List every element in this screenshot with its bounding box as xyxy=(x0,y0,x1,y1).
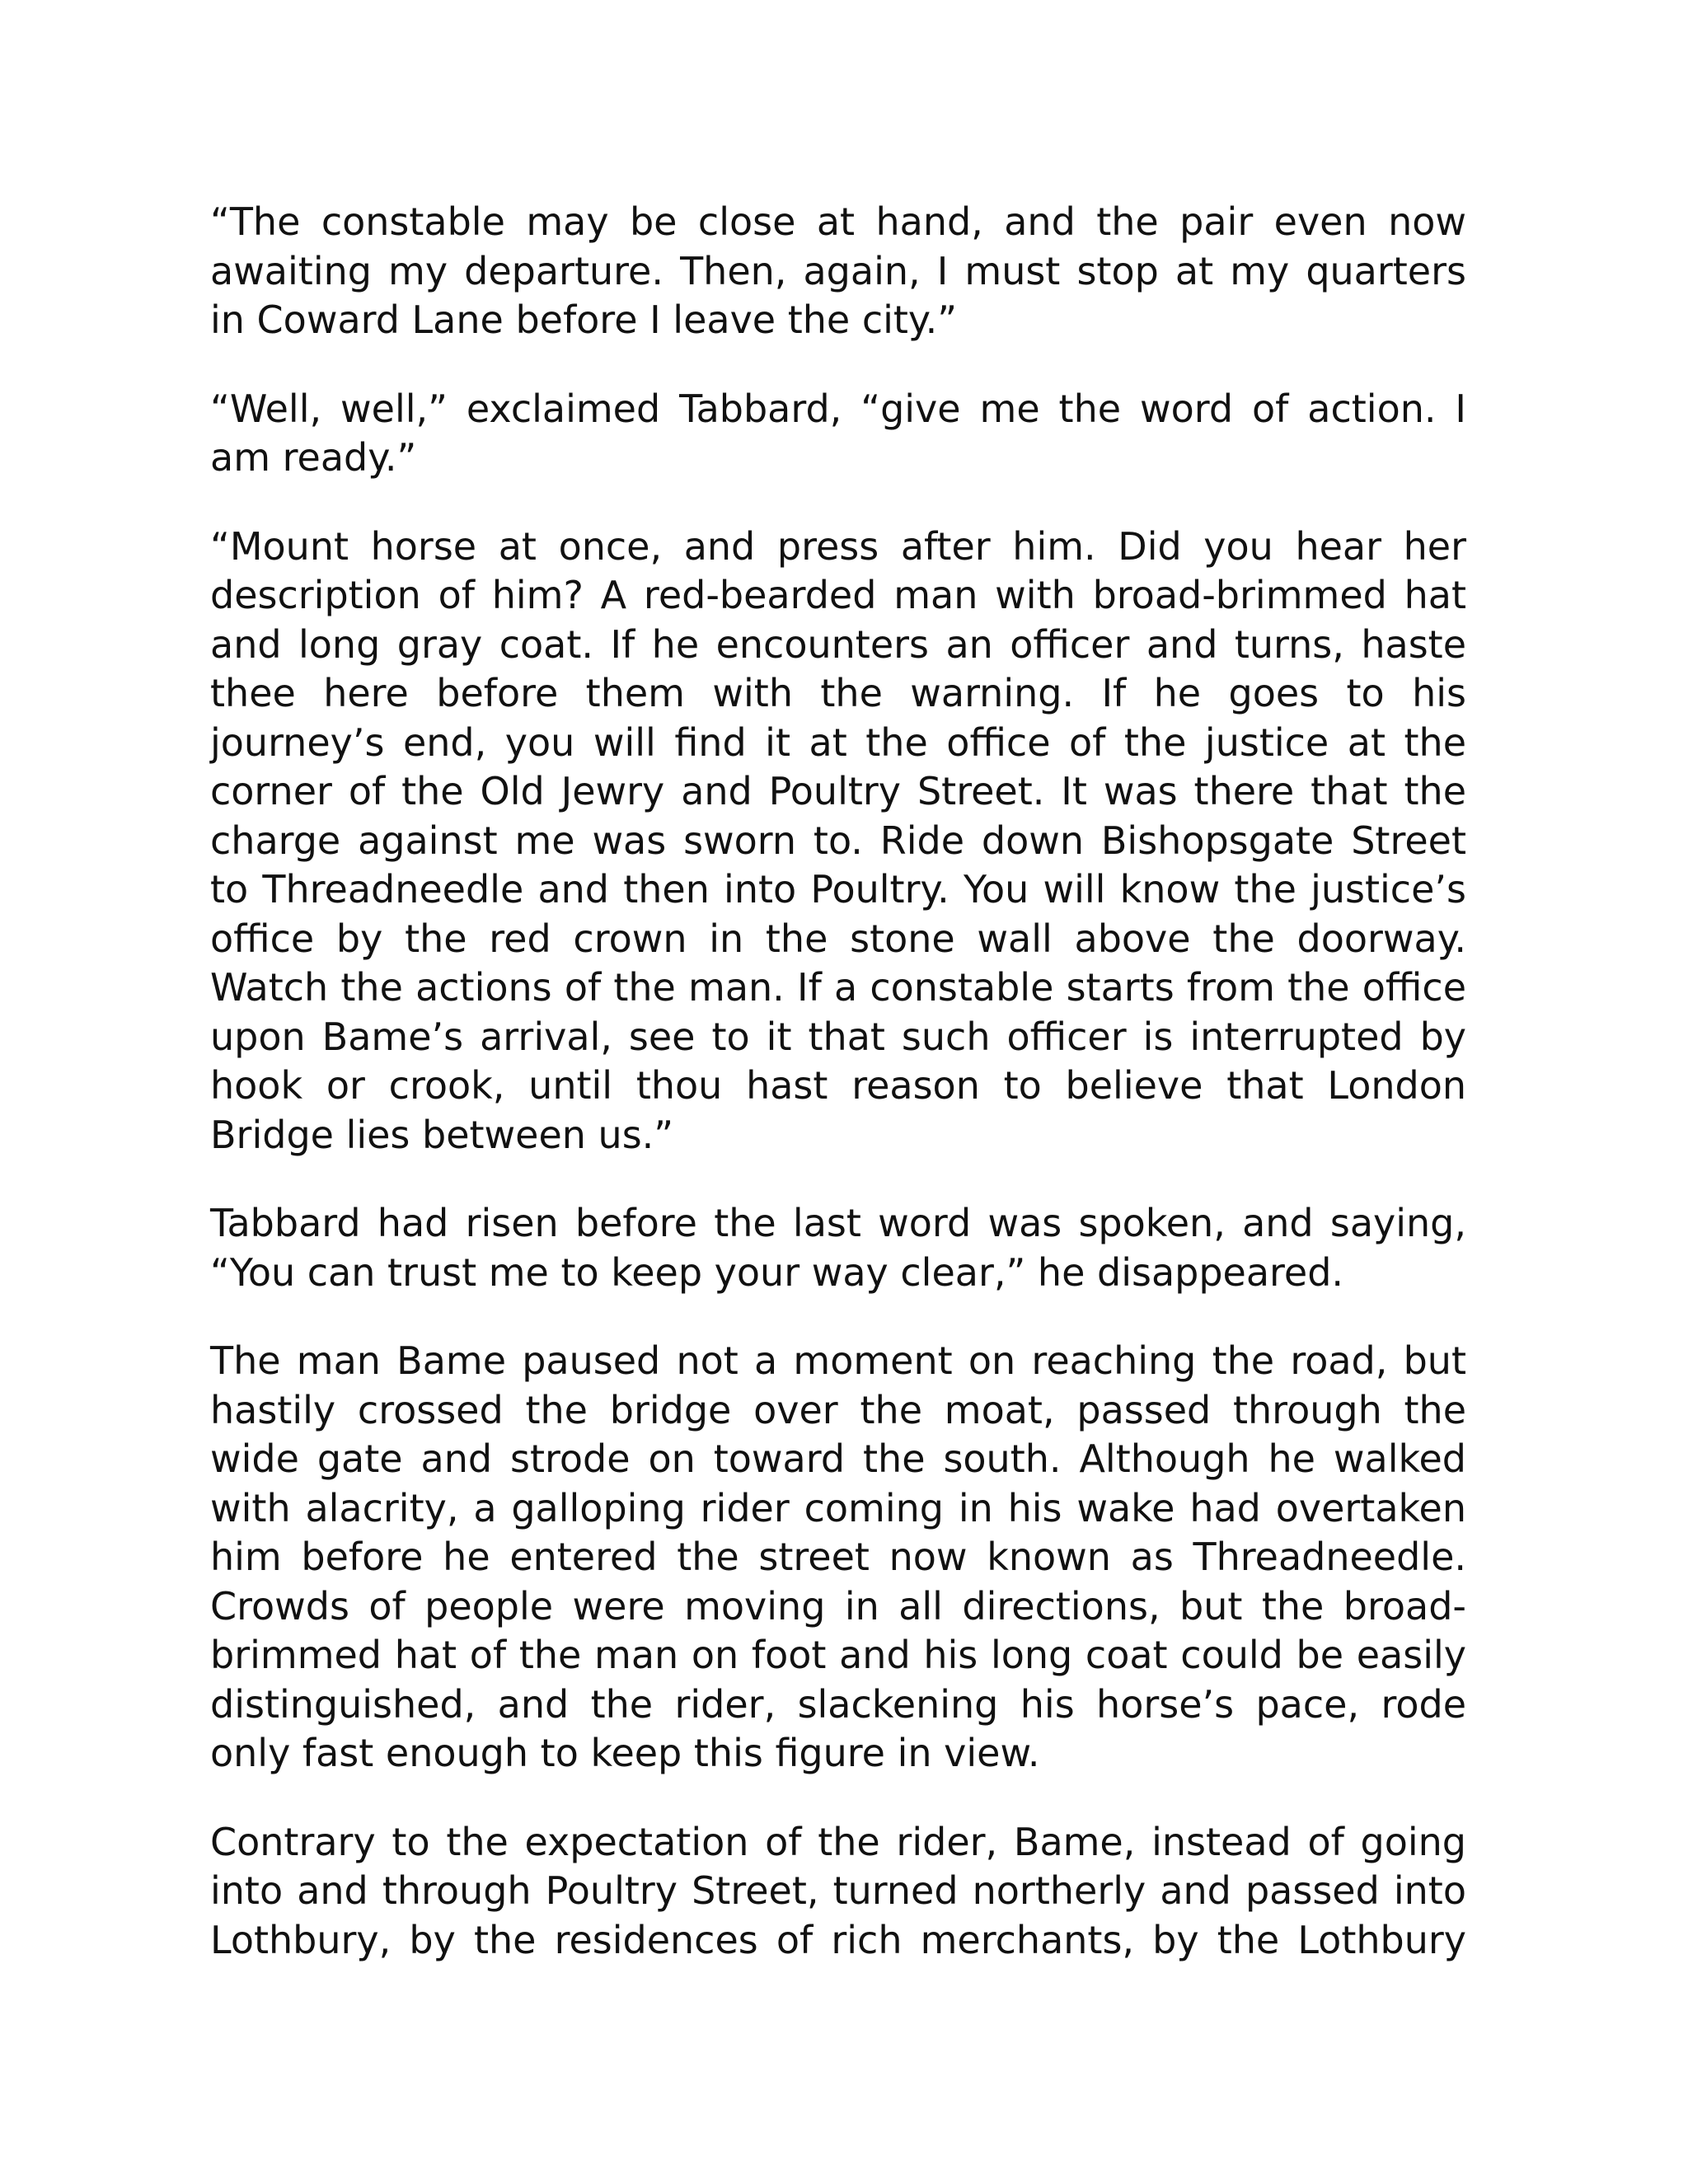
paragraph-tabbard-ready: “Well, well,” exclaimed Tabbard, “give me the word of action. I am ready.” xyxy=(210,386,1466,480)
paragraph-bame-paused: The man Bame paused not a moment on reaching the road, but hastily crossed the bridge over the moat, passed through the wide gate and strode on toward the south. Although he walked with alacrity, a galloping rider coming in his wake had overtaken him before he entered the street now known as Threadneedle. Crowds of people were moving in all directions, but the broad-brimmed hat of the man on foot and his long coat could be easily distinguished, and the rider, slackening his horse’s pace, rode only fast enough to keep this figure in view. xyxy=(210,1338,1466,1775)
paragraph-tabbard-disappeared: Tabbard had risen before the last word was spoken, and saying, “You can trust me to keep your way clear,” he disappeared. xyxy=(210,1201,1466,1295)
paragraph-constable: “The constable may be close at hand, and the pair even now awaiting my departure. Then, again, I must stop at my quarters in Coward Lane before I leave the city.” xyxy=(210,199,1466,342)
paragraph-mount-horse: “Mount horse at once, and press after him. Did you hear her description of him? A red-bearded man with broad-brimmed hat and long gray coat. If he encounters an officer and turns, haste thee here before them with the warning. If he goes to his journey’s end, you will find it at the office of the justice at the corner of the Old Jewry and Poultry Street. It was there that the charge against me was sworn to. Ride down Bishopsgate Street to Threadneedle and then into Poultry. You will know the justice’s office by the red crown in the stone wall above the doorway. Watch the actions of the man. If a constable starts from the office upon Bame’s arrival, see to it that such officer is interrupted by hook or crook, until thou hast reason to believe that London Bridge lies between us.” xyxy=(210,523,1466,1157)
paragraph-contrary: Contrary to the expectation of the rider, Bame, instead of going into and through Poultry Street, turned northerly and passed into Lothbury, by the residences of rich merchants, by the Lothbury xyxy=(210,1819,1466,1962)
document-page xyxy=(210,198,1466,1965)
